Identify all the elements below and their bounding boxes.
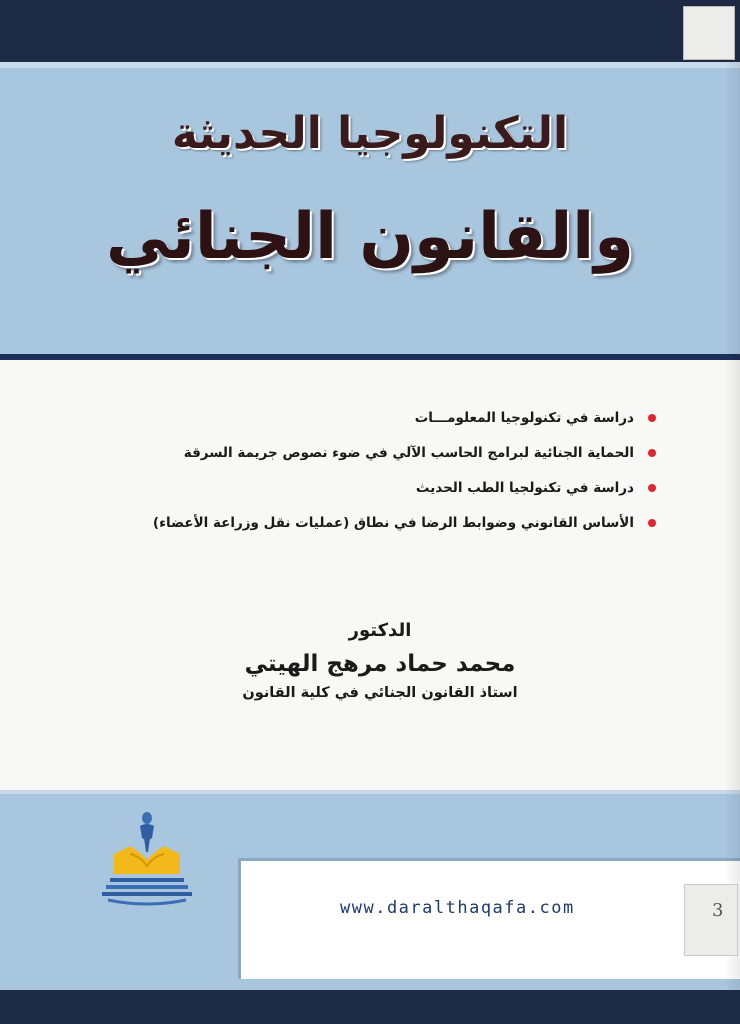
bullet-dot-icon	[648, 449, 656, 457]
list-item	[116, 435, 656, 470]
title-divider	[0, 354, 740, 360]
title-line-1: التكنولوجيا الحديثة	[171, 108, 569, 159]
list-item	[116, 400, 656, 435]
publisher-logo-icon	[100, 808, 192, 918]
spine-shadow	[724, 62, 740, 990]
author-block	[180, 620, 580, 701]
title-line-2: والقانون الجنائي	[106, 200, 634, 274]
author-role: استاذ القانون الجنائي في كلية القانون	[242, 685, 518, 701]
bullet-dot-icon	[648, 519, 656, 527]
list-item	[116, 505, 656, 540]
topics-list	[116, 400, 656, 540]
bottom-panel-highlight	[0, 790, 740, 794]
title-panel-highlight	[0, 62, 740, 68]
url-box	[238, 858, 740, 979]
bullet-dot-icon	[648, 484, 656, 492]
author-title: الدكتور	[348, 620, 412, 641]
bullet-dot-icon	[648, 414, 656, 422]
library-label-text: 3	[712, 900, 724, 921]
library-label	[684, 884, 738, 956]
author-name: محمد حماد مرهج الهيتي	[244, 651, 516, 677]
top-navy-band	[0, 0, 740, 62]
list-item-text: الحماية الجنائية لبرامج الحاسب الآلي في ضوء نصوص جريمة السرقة	[183, 444, 634, 461]
list-item-text: دراسة في تكنولوجيا المعلومـــات	[414, 409, 634, 426]
list-item-text: الأساس القانوني وضوابط الرضا في نطاق (عمليات نقل وزراعة الأعضاء)	[152, 514, 634, 531]
list-item-text: دراسة في تكنولجيا الطب الحديث	[415, 479, 634, 496]
publisher-website: www.daralthaqafa.com	[340, 898, 575, 918]
top-sticker	[683, 6, 735, 60]
bottom-navy-band	[0, 990, 740, 1024]
list-item	[116, 470, 656, 505]
